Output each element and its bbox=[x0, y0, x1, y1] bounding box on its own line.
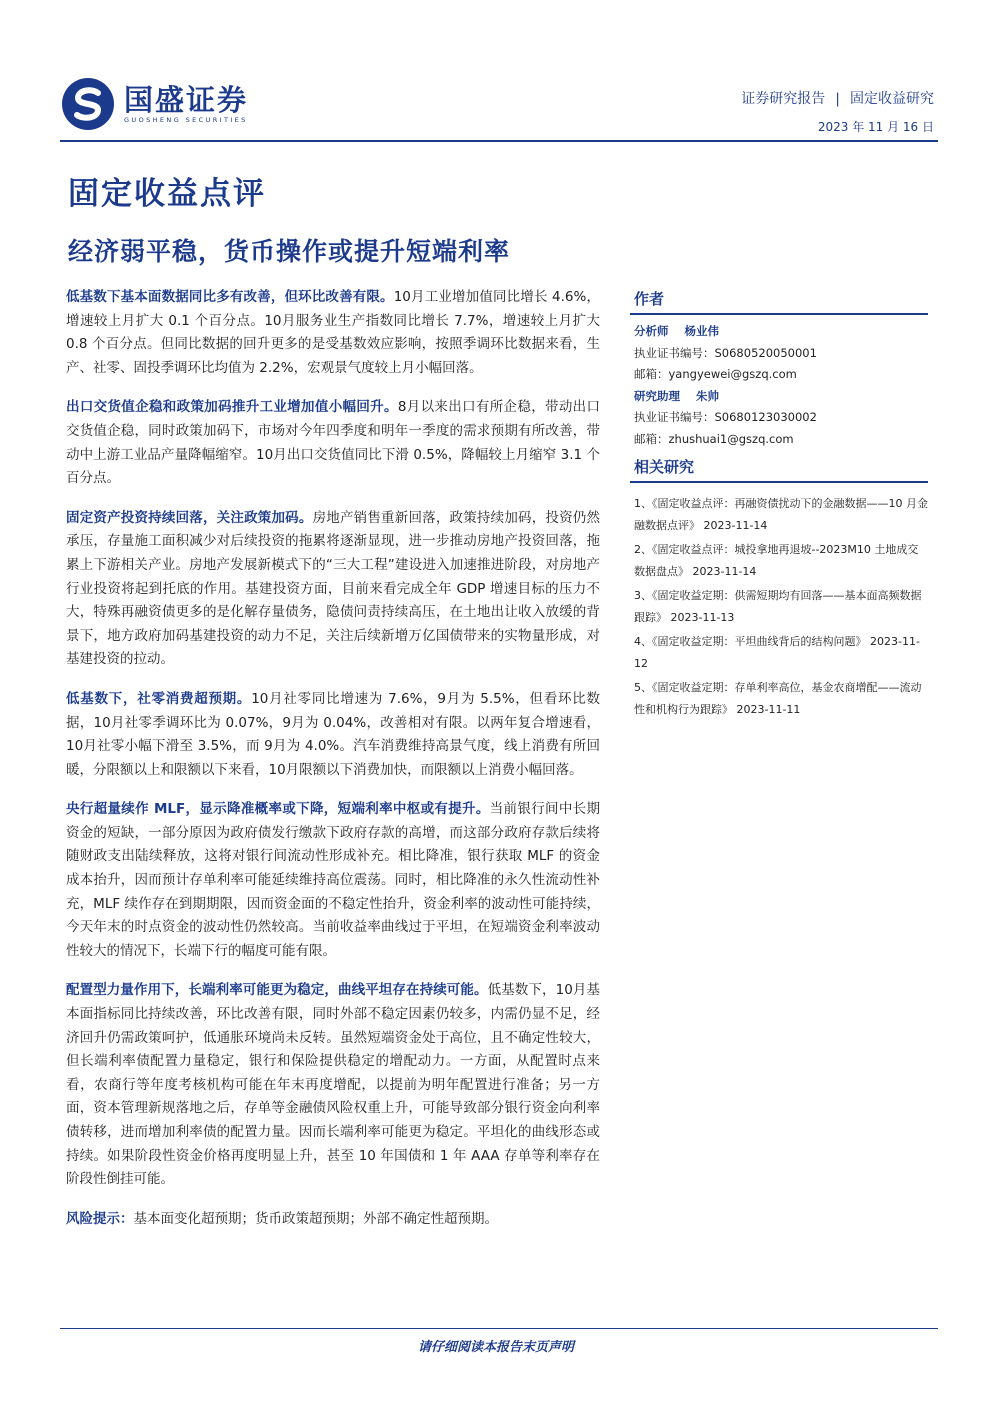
related-title: 2、《固定收益点评：城投拿地再退坡--2023M10 土地成交数据盘点》 bbox=[634, 543, 919, 578]
paragraph-lead: 央行超量续作 MLF，显示降准概率或下降，短端利率中枢或有提升。 bbox=[66, 801, 490, 818]
paragraph-body: 低基数下，10月基本面指标同比持续改善，环比改善有限，同时外部不稳定因素仍较多，内需仍显不足，经济回升仍需政策呵护，低通胀环境尚未反转。虽然短端资金处于高位，且不确定性较大，但长端利率债配置力量稳定，银行和保险提供稳定的增配动力。一方面，从配置时点来看，农商行等年度考核机构可能在年末再度增配，以提前为明年配置进行准备；另一方面，资本管理新规落地之后，存单等金融债风险权重上升，可能导致部分银行资金向利率债转移，进而增加利率债的配置力量。因而长端利率可能更为稳定。平坦化的曲线形态或持续。如果阶段性资金价格再度明显上升，甚至 10 年国债和 1 年 AAA 存单等利率存在阶段性倒挂可能。 bbox=[66, 982, 600, 1188]
paragraph-lead: 出口交货值企稳和政策加码推升工业增加值小幅回升。 bbox=[66, 399, 398, 416]
paragraph-lead: 低基数下基本面数据同比多有改善，但环比改善有限。 bbox=[66, 289, 394, 305]
related-research-item[interactable] bbox=[634, 677, 928, 721]
paragraph bbox=[66, 507, 600, 672]
header-divider bbox=[60, 140, 938, 142]
paragraph-lead: 固定资产投资持续回落，关注政策加码。 bbox=[66, 509, 313, 526]
related-research-item[interactable] bbox=[634, 631, 928, 675]
assistant-email: 邮箱：zhushuai1@gszq.com bbox=[634, 431, 794, 446]
footer-divider bbox=[60, 1328, 938, 1329]
paragraph-body: 10月工业增加值同比增长 4.6%，增速较上月扩大 0.1 个百分点。10月服务业生产指数同比增长 7.7%，增速较上月扩大 0.8 个百分点。但同比数据的回升更多的是受基数效应影响，按照季调环比数据来看，生产、社零、固投季调环比均值为 2.2%，宏观景气度较上月小幅回落。 bbox=[66, 289, 600, 376]
assistant-name: 朱帅 bbox=[696, 388, 719, 403]
category-separator: | bbox=[835, 91, 840, 107]
analyst-name: 杨业伟 bbox=[684, 324, 719, 338]
authors-heading: 作者 bbox=[630, 286, 928, 315]
report-date: 2023 年 11 月 16 日 bbox=[817, 120, 934, 134]
related-title: 5、《固定收益定期：存单利率高位，基金农商增配——流动性和机构行为跟踪》 bbox=[634, 681, 922, 716]
risk-warning-lead: 风险提示： bbox=[66, 1210, 134, 1227]
guosheng-logo-icon bbox=[60, 76, 116, 132]
related-research-list bbox=[630, 483, 928, 721]
paragraph-lead: 配置型力量作用下，长端利率可能更为稳定，曲线平坦存在持续可能。 bbox=[66, 982, 488, 999]
report-category bbox=[741, 88, 934, 108]
related-date: 2023-11-14 bbox=[692, 565, 757, 578]
related-title: 3、《固定收益定期：供需短期均有回落——基本面高频数据跟踪》 bbox=[634, 589, 922, 624]
logo-chinese-name: 国盛证券 bbox=[124, 83, 249, 117]
related-date: 2023-11-11 bbox=[736, 703, 801, 716]
logo-english-name: GUOSHENG SECURITIES bbox=[124, 116, 248, 124]
related-date: 2023-11-12 bbox=[634, 635, 920, 670]
paragraph bbox=[66, 798, 600, 963]
risk-warning bbox=[66, 1208, 600, 1232]
paragraph bbox=[66, 688, 600, 782]
related-research-item[interactable] bbox=[634, 493, 928, 537]
page-header bbox=[60, 70, 938, 142]
paragraph-body: 10月社零同比增速为 7.6%，9月为 5.5%，但看环比数据，10月社零季调环比为 0.07%，9月为 0.04%，改善相对有限。以两年复合增速看，10月社零小幅下滑至 3.5%，而 9月为 4.0%。汽车消费维持高景气度，线上消费有所回暖，分限额以上和限额以下来看，10月限额以下消费加快，而限额以上消费小幅回落。 bbox=[66, 690, 601, 778]
paragraph-lead: 低基数下，社零消费超预期。 bbox=[66, 690, 252, 707]
analyst-role: 分析师 bbox=[634, 324, 669, 338]
analyst-cert: 执业证书编号：S0680520050001 bbox=[634, 345, 817, 360]
paragraph bbox=[66, 979, 600, 1191]
related-date: 2023-11-14 bbox=[703, 519, 768, 532]
authors-block bbox=[630, 315, 928, 454]
related-research-item[interactable] bbox=[634, 585, 928, 629]
company-logo bbox=[60, 76, 248, 132]
analyst-email: 邮箱：yangyewei@gszq.com bbox=[634, 367, 797, 381]
paragraph-body: 当前银行间中长期资金的短缺，一部分原因为政府债发行缴款下政府存款的高增，而这部分政府存款后续将随财政支出陆续释放，这将对银行间流动性形成补充。相比降准，银行获取 MLF 的资金成本抬升，因而预计存单利率可能延续维持高位震荡。同时，相比降准的永久性流动性补充，MLF 续作存在到期期限，因而资金面的不稳定性抬升，资金利率的波动性可能持续，今天年末的时点资金的波动性仍然较高。当前收益率曲线过于平坦，在短端资金利率波动性较大的情况下，长端下行的幅度可能有限。 bbox=[66, 801, 600, 959]
related-date: 2023-11-13 bbox=[670, 611, 735, 624]
analyst-row bbox=[634, 321, 928, 343]
paragraph bbox=[66, 396, 600, 490]
document-type: 固定收益点评 bbox=[68, 176, 266, 212]
paragraph bbox=[66, 286, 600, 380]
related-title: 1、《固定收益点评：再融资债扰动下的金融数据——10 月金融数据点评》 bbox=[634, 497, 928, 532]
related-research-item[interactable] bbox=[634, 539, 928, 583]
assistant-cert: 执业证书编号：S0680123030002 bbox=[634, 410, 817, 424]
sidebar bbox=[630, 286, 928, 723]
risk-warning-body: 基本面变化超预期；货币政策超预期；外部不确定性超预期。 bbox=[133, 1210, 498, 1227]
related-title: 4、《固定收益定期：平坦曲线背后的结构问题》 bbox=[634, 635, 867, 648]
main-body bbox=[66, 286, 600, 1247]
category-label: 证券研究报告 bbox=[741, 91, 826, 107]
subcategory-label: 固定收益研究 bbox=[850, 91, 934, 107]
assistant-row bbox=[634, 386, 928, 408]
assistant-role: 研究助理 bbox=[634, 388, 680, 403]
footer-disclaimer: 请仔细阅读本报告末页声明 bbox=[417, 1340, 574, 1355]
related-research-heading: 相关研究 bbox=[630, 454, 928, 483]
report-title: 经济弱平稳，货币操作或提升短端利率 bbox=[68, 237, 511, 266]
paragraph-body: 房地产销售重新回落，政策持续加码，投资仍然承压，存量施工面积减少对后续投资的拖累将逐渐显现，进一步推动房地产投资回落，拖累上下游相关产业。房地产发展新模式下的“三大工程”建设进入加速推进阶段，对房地产行业投资将起到托底的作用。基建投资方面，目前来看完成全年 GDP 增速目标的压力不大，特殊再融资债更多的是化解存量债务，隐债问责持续高压，在土地出让收入放缓的背景下，地方政府加码基建投资的动力不足，关注后续新增万亿国债带来的实物量形成，对基建投资的拉动。 bbox=[66, 509, 601, 668]
paragraph-body: 8月以来出口有所企稳，带动出口交货值企稳，同时政策加码下，市场对今年四季度和明年一季度的需求预期有所改善，带动中上游工业品产量降幅缩窄。10月出口交货值同比下滑 0.5%，降幅较上月缩窄 3.1 个百分点。 bbox=[66, 399, 601, 487]
